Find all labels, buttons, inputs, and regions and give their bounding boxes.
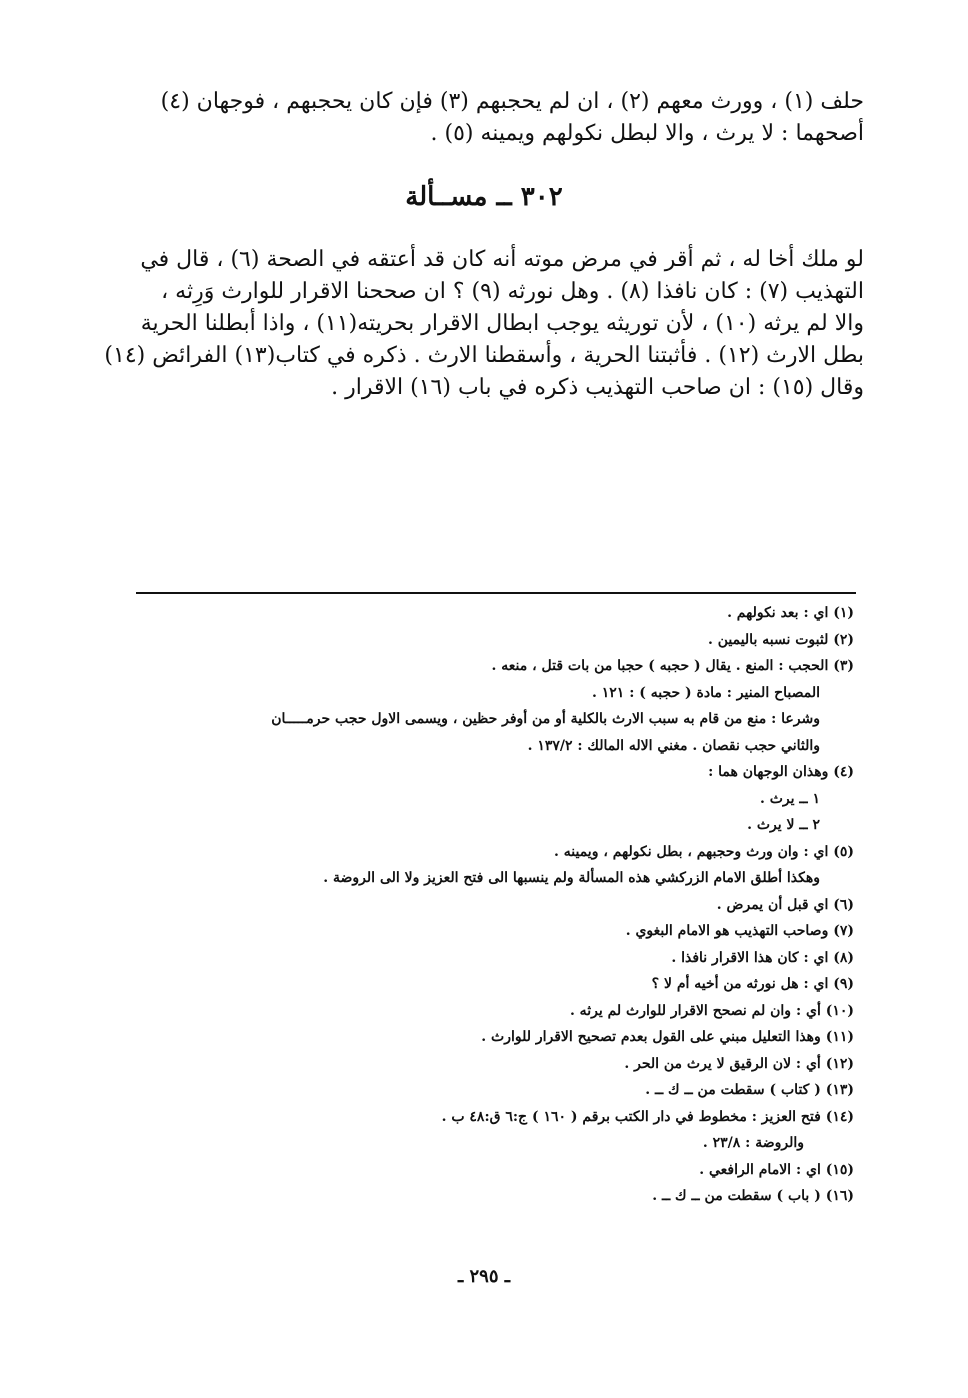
footnote: (٩) اي : هل نورثه من أخيه أم لا ؟ xyxy=(651,976,854,992)
footnote: (١٥) اي : الامام الرافعي . xyxy=(699,1161,854,1178)
footnote: (٨) اي : كان هذا الاقرار نافذا . xyxy=(671,949,854,966)
footnote: (١٣) ( كتاب ) سقطت من ــ ك ــ . xyxy=(645,1082,854,1098)
footnote-continuation: والروضة : ٢٣/٨ . xyxy=(702,1135,804,1151)
footnote: (٧) وصاحب التهذيب هو الامام البغوي . xyxy=(625,923,854,939)
footnotes-section xyxy=(114,600,854,1210)
text-line: حلف (١) ، وورث معهم (٢) ، ان لم يحجبهم (٣) فإن كان يحجبهم ، فوجهان (٤) xyxy=(160,89,864,114)
paragraph-issue-302 xyxy=(104,244,864,404)
footnote-continuation: وهكذا أطلق الامام الزركشي هذه المسألة ولم ينسبها الى فتح العزيز ولا الى الروضة . xyxy=(323,870,820,886)
footnote: (٣) الحجب : المنع . يقال ( حجبه ) حجبا من بات قتل ، منعه . xyxy=(491,658,854,674)
section-heading: ٣٠٢ ــ مســألة xyxy=(405,182,563,212)
footnote: (٢) لثبوت نسبه باليمين . xyxy=(707,631,854,648)
footnote: (١٦) ( باب ) سقطت من ــ ك ــ . xyxy=(652,1188,854,1204)
page-number: ـ ٢٩٥ ـ xyxy=(457,1266,511,1287)
footnote-divider xyxy=(136,592,856,594)
text-line: والا لم يرثه (١٠) ، لأن توريثه يوجب ابطال الاقرار بحريته(١١) ، واذا أبطلنا الحرية xyxy=(140,311,864,336)
paragraph-continuation xyxy=(138,86,864,150)
text-line: لو ملك أخا له ، ثم أقر في مرض موته أنه كان قد أعتقه في الصحة (٦) ، قال في xyxy=(140,247,864,272)
footnote: (٦) اي قبل أن يمرض . xyxy=(716,896,854,913)
footnote-list-item: ١ ــ يرث . xyxy=(759,790,820,807)
footnote: (٤) وهذان الوجهان هما : xyxy=(708,764,854,780)
text-line: التهذيب (٧) : كان نافذا (٨) . وهل نورثه (٩) ؟ ان صححنا الاقرار للوارث وَرِثه ، xyxy=(161,279,864,304)
footnote: (١) اي : بعد نكولهم . xyxy=(727,605,854,621)
footnote-continuation: المصباح المنير : مادة ( حجبه ) : ١٢١ . xyxy=(592,684,820,701)
footnote: (١٠) أي : وان لم نصحح الاقرار للوارث لم يرثه . xyxy=(569,1002,854,1019)
text-line: وقال (١٥) : ان صاحب التهذيب ذكره في باب (١٦) الاقرار . xyxy=(331,375,864,400)
footnote: (١٤) فتح العزيز : مخطوط في دار الكتب برقم ( ١٦٠ ) ج:٦ ق:٤٨ ب . xyxy=(441,1108,854,1125)
footnote: (٥) اي : وان ورث وحجبهم ، بطل نكولهم ، ويمينه . xyxy=(554,843,854,860)
footnote-continuation: وشرعا : منع من قام به سبب الارث بالكلية أو من أوفر حظين ، ويسمى الاول حجب حرمـــــان xyxy=(271,711,820,727)
text-line: أصحهما : لا يرث ، والا لبطل نكولهم ويمينه (٥) . xyxy=(430,121,864,146)
footnote: (١٢) أي : لان الرقيق لا يرث من الحر . xyxy=(624,1055,854,1072)
text-line: بطل الارث (١٢) . فأثبتنا الحرية ، وأسقطنا الارث . ذكره في كتاب(١٣) الفرائض (١٤) xyxy=(104,343,864,368)
footnote: (١١) وهذا التعليل مبني على القول بعدم تصحيح الاقرار للوارث . xyxy=(481,1029,854,1045)
footnote-list-item: ٢ ــ لا يرث . xyxy=(747,817,820,833)
footnote-continuation: والثاني حجب نقصان . مغني الاله المالك : ١٣٧/٢ . xyxy=(527,737,820,754)
